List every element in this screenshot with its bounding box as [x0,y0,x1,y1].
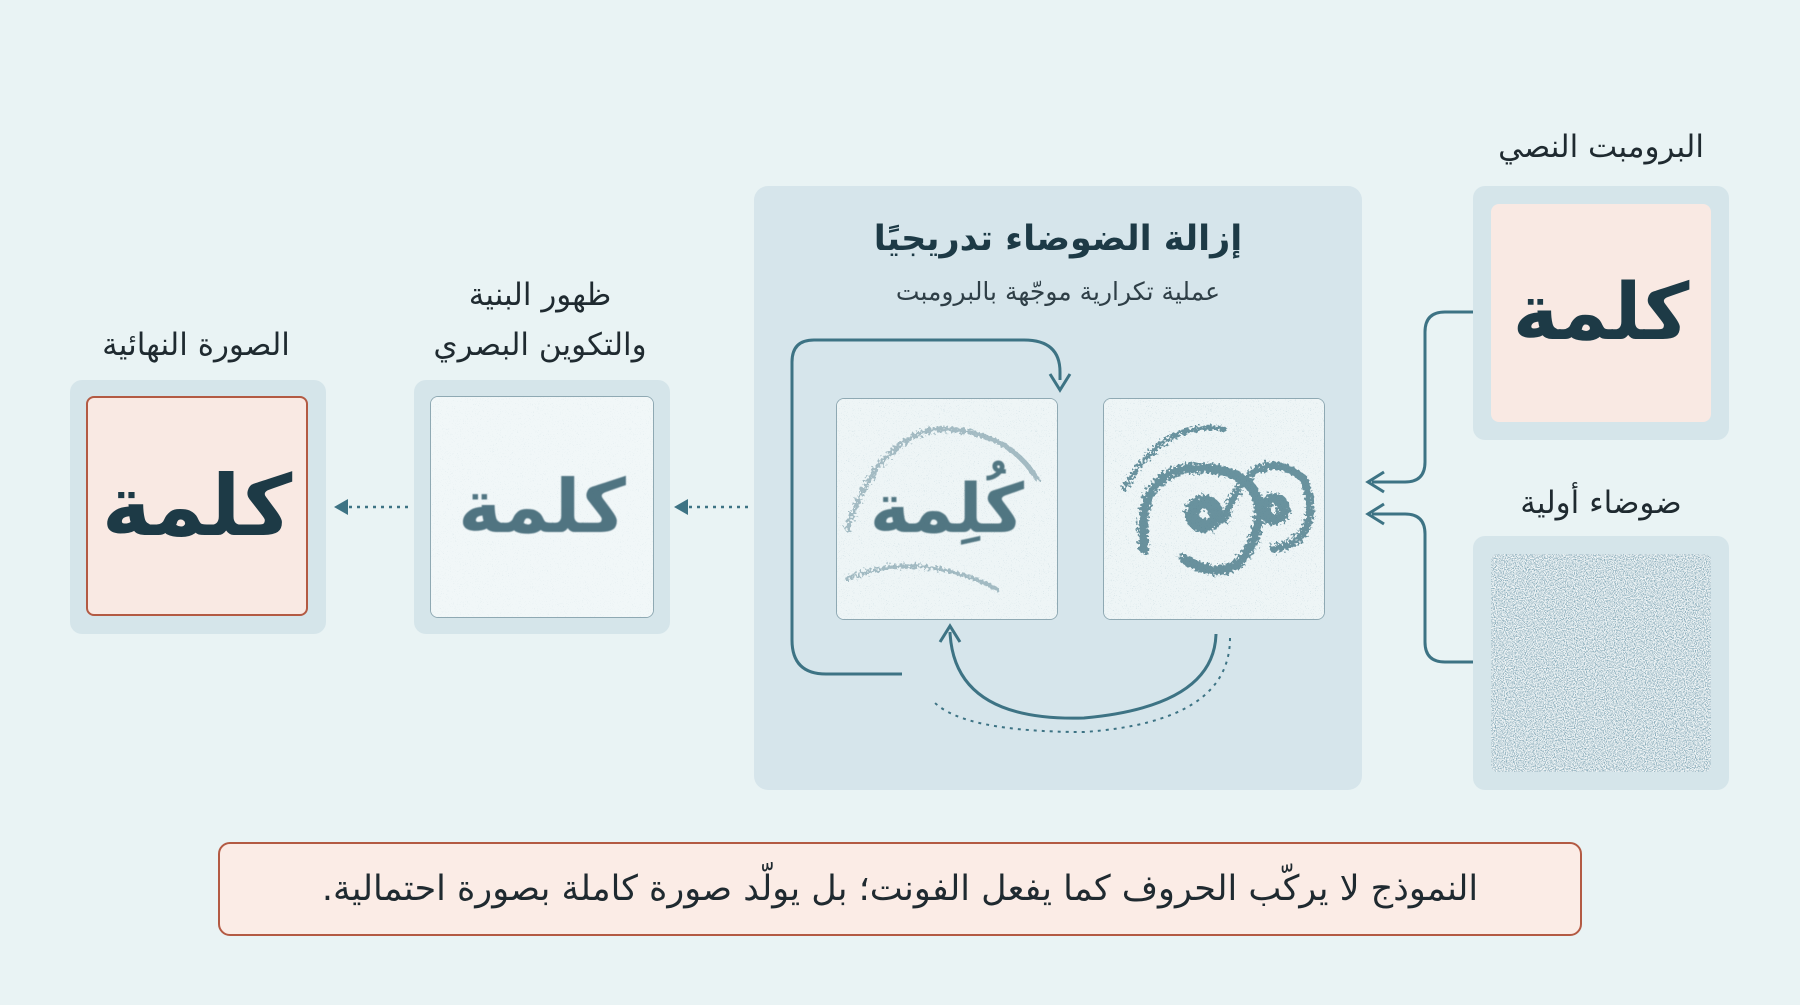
arrowhead-structure [674,499,688,515]
denoise-title: إزالة الضوضاء تدريجيًا [873,219,1243,259]
structure-word: كلمة [458,464,626,550]
prompt-tile [1491,204,1711,422]
step-partial-word: كُلِمة [869,469,1025,549]
prompt-word: كلمة [1512,268,1690,358]
prompt-connector [1372,312,1473,482]
denoise-subtitle: عملية تكرارية موجّهة بالبرومبت [895,277,1221,306]
noise-tile [1491,554,1711,772]
denoise-step-partial [836,398,1058,620]
noise-label: ضوضاء أولية [1520,485,1682,521]
final-tile [86,396,308,616]
structure-tile [430,396,654,618]
structure-label-line1: ظهور البنية [468,277,612,313]
caption-box [218,842,1582,936]
final-word: كلمة [101,457,293,555]
structure-label-line2: والتكوين البصري [433,327,647,363]
return-arc [950,632,1216,718]
arrowhead-final [334,499,348,515]
denoise-step-noisy [1103,398,1325,620]
prompt-label: البرومبت النصي [1498,129,1704,165]
final-label: الصورة النهائية [102,327,290,363]
noise-connector [1372,514,1473,662]
caption-text: النموذج لا يركّب الحروف كما يفعل الفونت؛ بل يولّد صورة كاملة بصورة احتمالية. [321,869,1479,909]
